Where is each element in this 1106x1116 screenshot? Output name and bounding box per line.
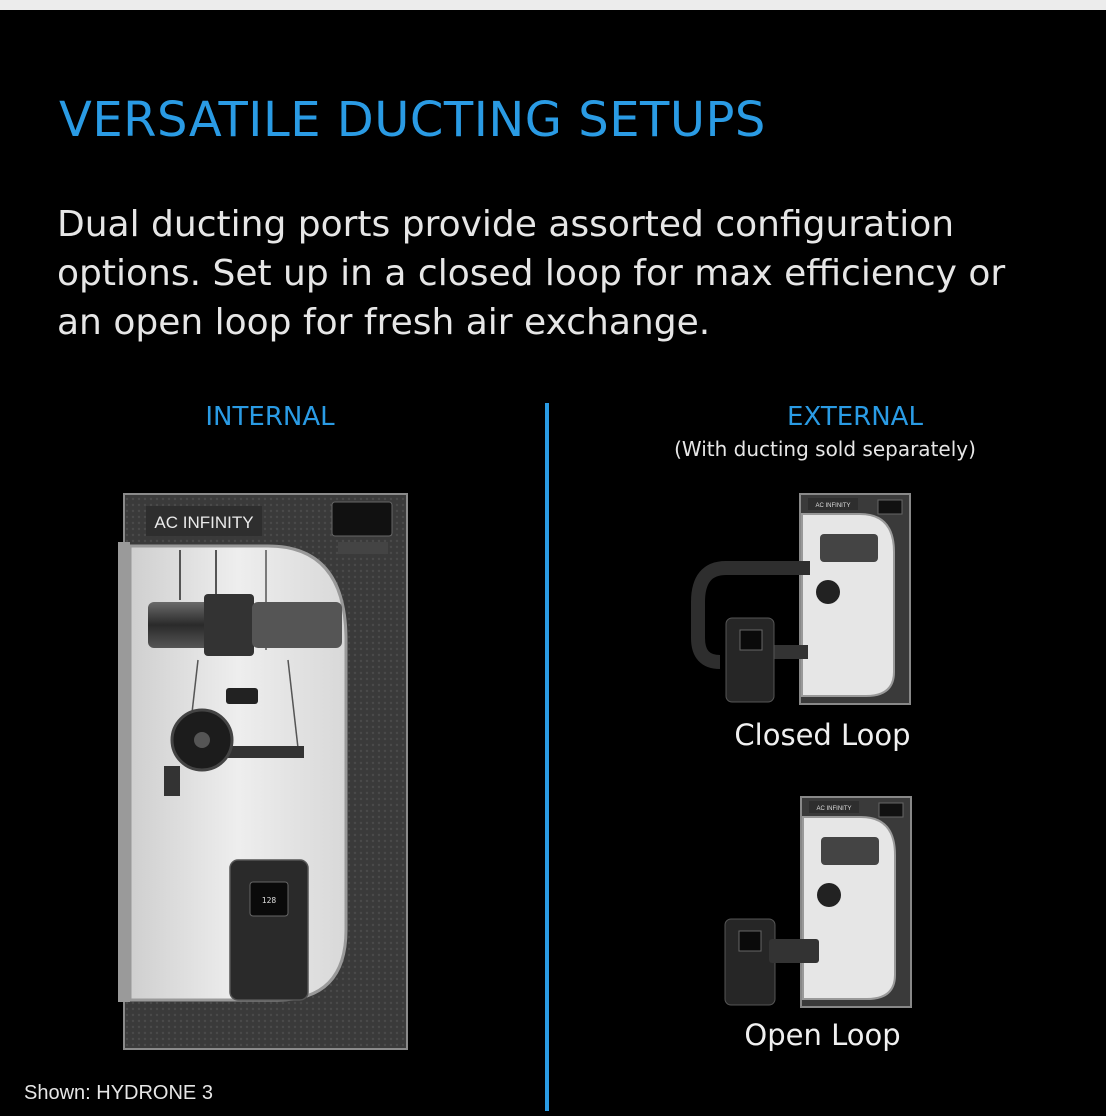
column-divider xyxy=(545,403,549,1111)
internal-tent-brand: AC INFINITY xyxy=(154,513,254,532)
external-label: EXTERNAL xyxy=(787,402,923,432)
internal-tent-illustration xyxy=(118,490,413,1052)
open-tent-brand: AC INFINITY xyxy=(816,806,852,812)
closed-loop-illustration xyxy=(690,492,912,712)
svg-text:128: 128 xyxy=(261,896,277,905)
open-loop-caption: Open Loop xyxy=(744,1018,901,1052)
closed-loop-caption: Closed Loop xyxy=(734,718,911,752)
closed-tent-brand: AC INFINITY xyxy=(815,503,851,509)
headline: VERSATILE DUCTING SETUPS xyxy=(59,92,766,148)
top-strip xyxy=(0,0,1106,10)
shown-model-label: Shown: HYDRONE 3 xyxy=(24,1082,213,1104)
external-note: (With ducting sold separately) xyxy=(674,437,976,461)
open-loop-illustration xyxy=(725,795,915,1015)
subtext: Dual ducting ports provide assorted configuration options. Set up in a closed loop for max efficiency or an open loop for fresh air exchange. xyxy=(57,204,1006,343)
internal-label: INTERNAL xyxy=(205,402,335,432)
